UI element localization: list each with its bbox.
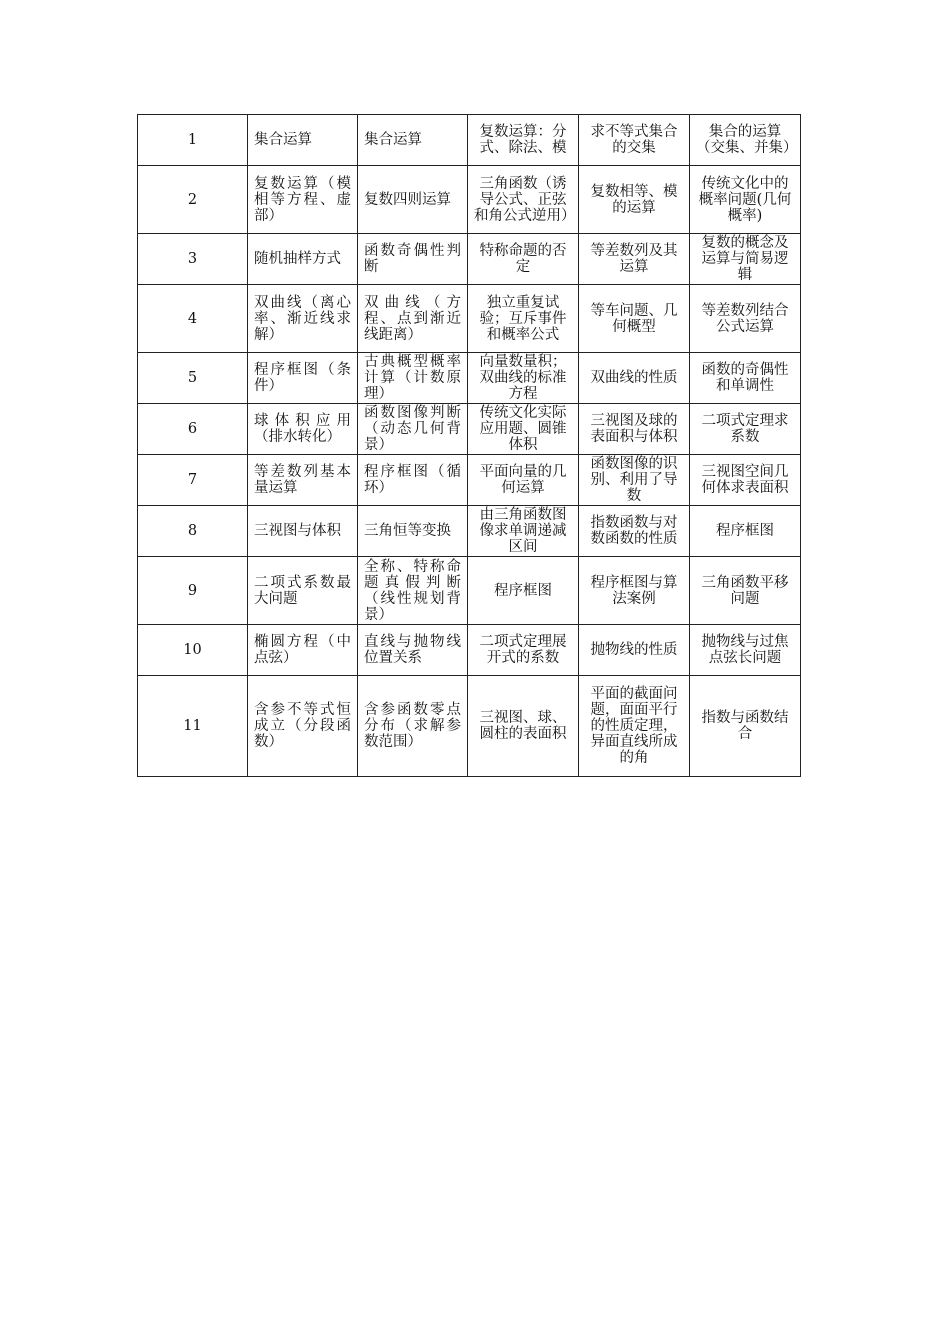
table-cell: 函数的奇偶性和单调性 bbox=[690, 353, 801, 404]
table-cell: 二项式定理求系数 bbox=[690, 404, 801, 455]
table-cell: 向量数量积；双曲线的标准方程 bbox=[468, 353, 579, 404]
table-cell: 三角恒等变换 bbox=[358, 506, 468, 557]
table-cell: 平面向量的几何运算 bbox=[468, 455, 579, 506]
table-cell: 程序框图（循环） bbox=[358, 455, 468, 506]
table-cell: 椭圆方程（中点弦） bbox=[248, 625, 358, 676]
table-cell: 复数运算（模相等方程、虚部） bbox=[248, 166, 358, 234]
table-cell: 函数图像判断（动态几何背景） bbox=[358, 404, 468, 455]
table-cell: 直线与抛物线位置关系 bbox=[358, 625, 468, 676]
table-cell: 三角函数（诱导公式、正弦和角公式逆用） bbox=[468, 166, 579, 234]
table-row bbox=[138, 506, 801, 557]
row-number: 5 bbox=[138, 353, 248, 404]
table-cell: 由三角函数图像求单调递减区间 bbox=[468, 506, 579, 557]
table-cell: 二项式系数最大问题 bbox=[248, 557, 358, 625]
table-cell: 全称、特称命题真假判断（线性规划背景） bbox=[358, 557, 468, 625]
table-row bbox=[138, 166, 801, 234]
table-cell: 函数图像的识别、利用了导数 bbox=[579, 455, 690, 506]
table-row bbox=[138, 625, 801, 676]
table-cell: 程序框图（条件） bbox=[248, 353, 358, 404]
table-cell: 复数的概念及运算与简易逻辑 bbox=[690, 234, 801, 285]
table-cell: 含参函数零点分布（求解参数范围） bbox=[358, 676, 468, 777]
table-cell: 抛物线的性质 bbox=[579, 625, 690, 676]
table-cell: 含参不等式恒成立（分段函数） bbox=[248, 676, 358, 777]
table-cell: 复数运算：分式、除法、模 bbox=[468, 115, 579, 166]
table-cell: 等差数列结合公式运算 bbox=[690, 285, 801, 353]
table-cell: 函数奇偶性判断 bbox=[358, 234, 468, 285]
row-number: 2 bbox=[138, 166, 248, 234]
table-row bbox=[138, 676, 801, 777]
row-number: 4 bbox=[138, 285, 248, 353]
row-number: 7 bbox=[138, 455, 248, 506]
table-cell: 集合运算 bbox=[358, 115, 468, 166]
table-cell: 随机抽样方式 bbox=[248, 234, 358, 285]
table-cell: 传统文化中的概率问题(几何概率) bbox=[690, 166, 801, 234]
table-cell: 等差数列基本量运算 bbox=[248, 455, 358, 506]
table-cell: 抛物线与过焦点弦长问题 bbox=[690, 625, 801, 676]
row-number: 6 bbox=[138, 404, 248, 455]
table-cell: 双曲线（方程、点到渐近线距离） bbox=[358, 285, 468, 353]
table-cell: 求不等式集合的交集 bbox=[579, 115, 690, 166]
table-cell: 平面的截面问题，面面平行的性质定理，异面直线所成的角 bbox=[579, 676, 690, 777]
table-cell: 三角函数平移问题 bbox=[690, 557, 801, 625]
row-number: 10 bbox=[138, 625, 248, 676]
table-cell: 等车问题、几何概型 bbox=[579, 285, 690, 353]
table-cell: 复数四则运算 bbox=[358, 166, 468, 234]
table-row bbox=[138, 353, 801, 404]
table-cell: 集合运算 bbox=[248, 115, 358, 166]
table-cell: 双曲线（离心率、渐近线求解） bbox=[248, 285, 358, 353]
table-cell: 程序框图与算法案例 bbox=[579, 557, 690, 625]
row-number: 3 bbox=[138, 234, 248, 285]
table-cell: 双曲线的性质 bbox=[579, 353, 690, 404]
table-cell: 程序框图 bbox=[468, 557, 579, 625]
table-cell: 三视图空间几何体求表面积 bbox=[690, 455, 801, 506]
table-cell: 指数函数与对数函数的性质 bbox=[579, 506, 690, 557]
table-cell: 特称命题的否定 bbox=[468, 234, 579, 285]
table-cell: 等差数列及其运算 bbox=[579, 234, 690, 285]
table-row bbox=[138, 404, 801, 455]
table-cell: 二项式定理展开式的系数 bbox=[468, 625, 579, 676]
table-row bbox=[138, 557, 801, 625]
row-number: 1 bbox=[138, 115, 248, 166]
table-row bbox=[138, 234, 801, 285]
table-row bbox=[138, 285, 801, 353]
table-cell: 古典概型概率计算（计数原理） bbox=[358, 353, 468, 404]
table-cell: 球体积应用（排水转化） bbox=[248, 404, 358, 455]
table-body bbox=[138, 115, 801, 777]
exam-topic-table bbox=[137, 114, 801, 777]
table-cell: 集合的运算（交集、并集） bbox=[690, 115, 801, 166]
row-number: 11 bbox=[138, 676, 248, 777]
row-number: 9 bbox=[138, 557, 248, 625]
table-row bbox=[138, 115, 801, 166]
table-row bbox=[138, 455, 801, 506]
table-cell: 传统文化实际应用题、圆锥体积 bbox=[468, 404, 579, 455]
table-cell: 三视图、球、圆柱的表面积 bbox=[468, 676, 579, 777]
table-cell: 程序框图 bbox=[690, 506, 801, 557]
row-number: 8 bbox=[138, 506, 248, 557]
table-cell: 独立重复试验；互斥事件和概率公式 bbox=[468, 285, 579, 353]
table-cell: 指数与函数结合 bbox=[690, 676, 801, 777]
table-cell: 三视图与体积 bbox=[248, 506, 358, 557]
table-cell: 复数相等、模的运算 bbox=[579, 166, 690, 234]
table-cell: 三视图及球的表面积与体积 bbox=[579, 404, 690, 455]
